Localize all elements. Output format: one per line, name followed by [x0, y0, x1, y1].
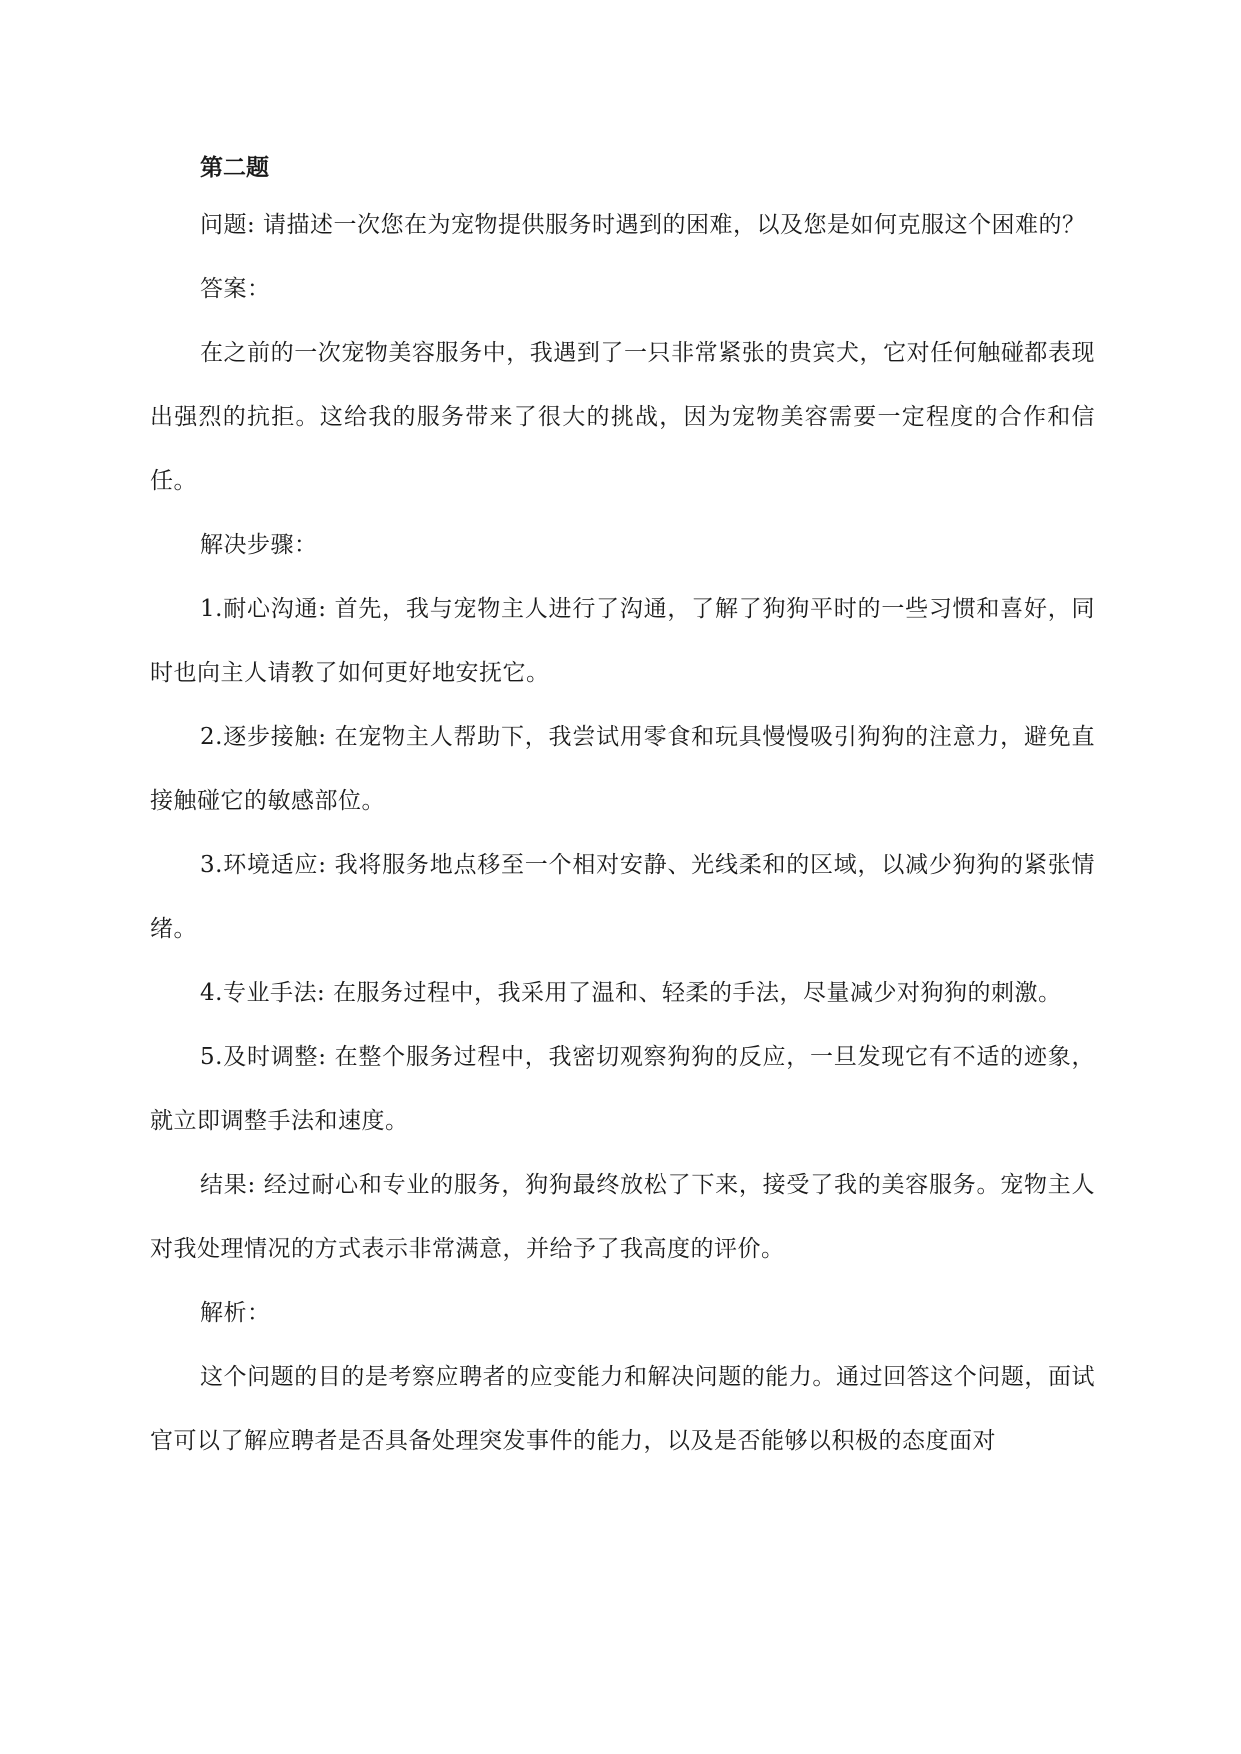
steps-label: 解决步骤： [200, 532, 318, 558]
section-heading: 第二题 [200, 155, 269, 181]
answer-label: 答案： [200, 276, 271, 302]
step-5-paragraph: 5.及时调整: 在整个服务过程中，我密切观察狗狗的反应，一旦发现它有不适的迹象，就立即调整手法和速度。 [150, 1044, 1095, 1134]
step-4-paragraph: 4.专业手法: 在服务过程中，我采用了温和、轻柔的手法，尽量减少对狗狗的刺激。 [200, 980, 1062, 1006]
step-1-paragraph: 1.耐心沟通: 首先，我与宠物主人进行了沟通，了解了狗狗平时的一些习惯和喜好，同时也向主人请教了如何更好地安抚它。 [150, 596, 1095, 686]
document-page [150, 140, 1095, 1473]
question-paragraph: 问题: 请描述一次您在为宠物提供服务时遇到的困难，以及您是如何克服这个困难的？ [200, 212, 1086, 238]
step-3-paragraph: 3.环境适应: 我将服务地点移至一个相对安静、光线柔和的区域，以减少狗狗的紧张情绪。 [150, 852, 1095, 942]
step-2-paragraph: 2.逐步接触: 在宠物主人帮助下，我尝试用零食和玩具慢慢吸引狗狗的注意力，避免直接触碰它的敏感部位。 [150, 724, 1095, 814]
analysis-paragraph: 这个问题的目的是考察应聘者的应变能力和解决问题的能力。通过回答这个问题，面试官可以了解应聘者是否具备处理突发事件的能力，以及是否能够以积极的态度面对 [150, 1364, 1095, 1454]
analysis-label: 解析： [200, 1300, 271, 1326]
answer-paragraph: 在之前的一次宠物美容服务中，我遇到了一只非常紧张的贵宾犬，它对任何触碰都表现出强烈的抗拒。这给我的服务带来了很大的挑战，因为宠物美容需要一定程度的合作和信任。 [150, 340, 1095, 494]
result-paragraph: 结果: 经过耐心和专业的服务，狗狗最终放松了下来，接受了我的美容服务。宠物主人对我处理情况的方式表示非常满意，并给予了我高度的评价。 [150, 1172, 1095, 1262]
